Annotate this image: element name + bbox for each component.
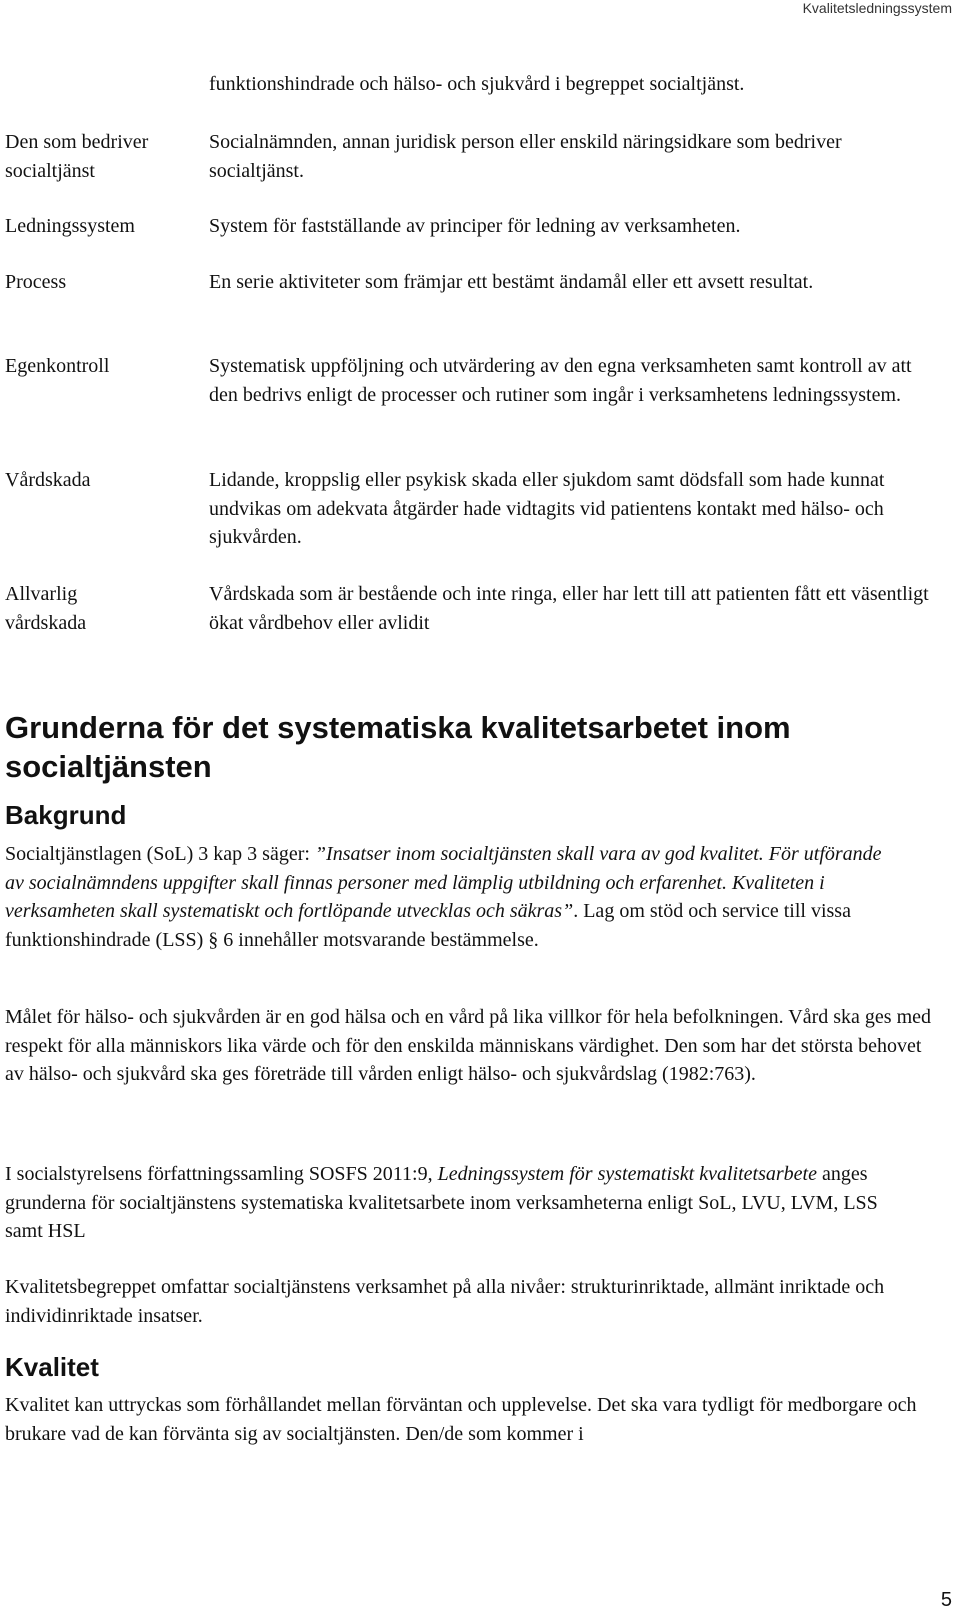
kvalitet-paragraph-1: Kvalitet kan uttryckas som förhållandet mellan förväntan och upplevelse. Det ska vara tydligt för medborgare och brukare vad de kan förvänta sig av socialtjänsten. Den/de som kommer i [5, 1394, 917, 1445]
running-header: Kvalitetsledningssystem [802, 0, 952, 16]
heading-bakgrund: Bakgrund [5, 800, 127, 830]
bakgrund-paragraph-1 [5, 840, 885, 954]
definition-term: Den som bedriver socialtjänst [5, 131, 149, 182]
bakgrund-paragraph-4: Kvalitetsbegreppet omfattar socialtjänstens verksamhet på alla nivåer: strukturinriktade, allmänt inriktade och individinriktade insatser. [5, 1276, 885, 1327]
definition-term: Allvarlig vårdskada [5, 583, 87, 634]
definition-text: Systematisk uppföljning och utvärdering av den egna verksamheten samt kontroll av att den bedrivs enligt de processer och rutiner som ingår i verksamhetens ledningssystem. [209, 355, 912, 406]
text-span: . Lag om stöd och service till vissa funktionshindrade (LSS) § 6 innehåller motsvarande bestämmelse. [5, 900, 851, 951]
heading-kvalitet: Kvalitet [5, 1352, 99, 1382]
quote-span: ”Insatser inom socialtjänsten skall vara av god kvalitet. För utförande av socialnämndens uppgifter skall finnas personer med lämplig utbildning och erfarenhet. Kvaliteten i verksamheten skall systematiskt och fortlöpande utvecklas och säkras” [5, 843, 882, 922]
page-number: 5 [940, 1589, 952, 1611]
definition-continued: funktionshindrade och hälso- och sjukvård i begreppet socialtjänst. [209, 73, 745, 95]
definition-text: Socialnämnden, annan juridisk person eller enskild näringsidkare som bedriver socialtjänst. [209, 131, 842, 182]
text-span: I socialstyrelsens författningssamling SOSFS 2011:9, [5, 1163, 438, 1185]
definition-text: System för fastställande av principer för ledning av verksamheten. [209, 215, 741, 237]
definition-text: Vårdskada som är bestående och inte ringa, eller har lett till att patienten fått ett väsentligt ökat vårdbehov eller avlidit [209, 583, 929, 634]
definition-text: Lidande, kroppslig eller psykisk skada eller sjukdom samt dödsfall som hade kunnat undvikas om adekvata åtgärder hade vidtagits vid patientens kontakt med hälso- och sjukvården. [209, 469, 885, 548]
bakgrund-paragraph-2: Målet för hälso- och sjukvården är en god hälsa och en vård på lika villkor för hela befolkningen. Vård ska ges med respekt för alla människors lika värde och för den enskilda människans värdighet. Den som har det största behovet av hälso- och sjukvård ska ges företräde till vården enligt hälso- och sjukvårdslag (1982:763). [5, 1006, 932, 1085]
text-span: anges grunderna för socialtjänstens systematiska kvalitetsarbete inom verksamheterna enligt SoL, LVU, LVM, LSS samt HSL [5, 1163, 878, 1242]
definition-term: Ledningssystem [5, 215, 135, 237]
section-title: Grunderna för det systematiska kvalitetsarbetet inom socialtjänsten [5, 710, 791, 784]
document-title-span: Ledningssystem för systematiskt kvalitetsarbete [437, 1163, 817, 1185]
text-span: Socialtjänstlagen (SoL) 3 kap 3 säger: [5, 843, 315, 865]
bakgrund-paragraph-3 [5, 1160, 895, 1246]
definition-term: Process [5, 271, 67, 293]
definition-term: Vårdskada [5, 469, 91, 491]
definition-term: Egenkontroll [5, 355, 110, 377]
definition-text: En serie aktiviteter som främjar ett bestämt ändamål eller ett avsett resultat. [209, 271, 814, 293]
